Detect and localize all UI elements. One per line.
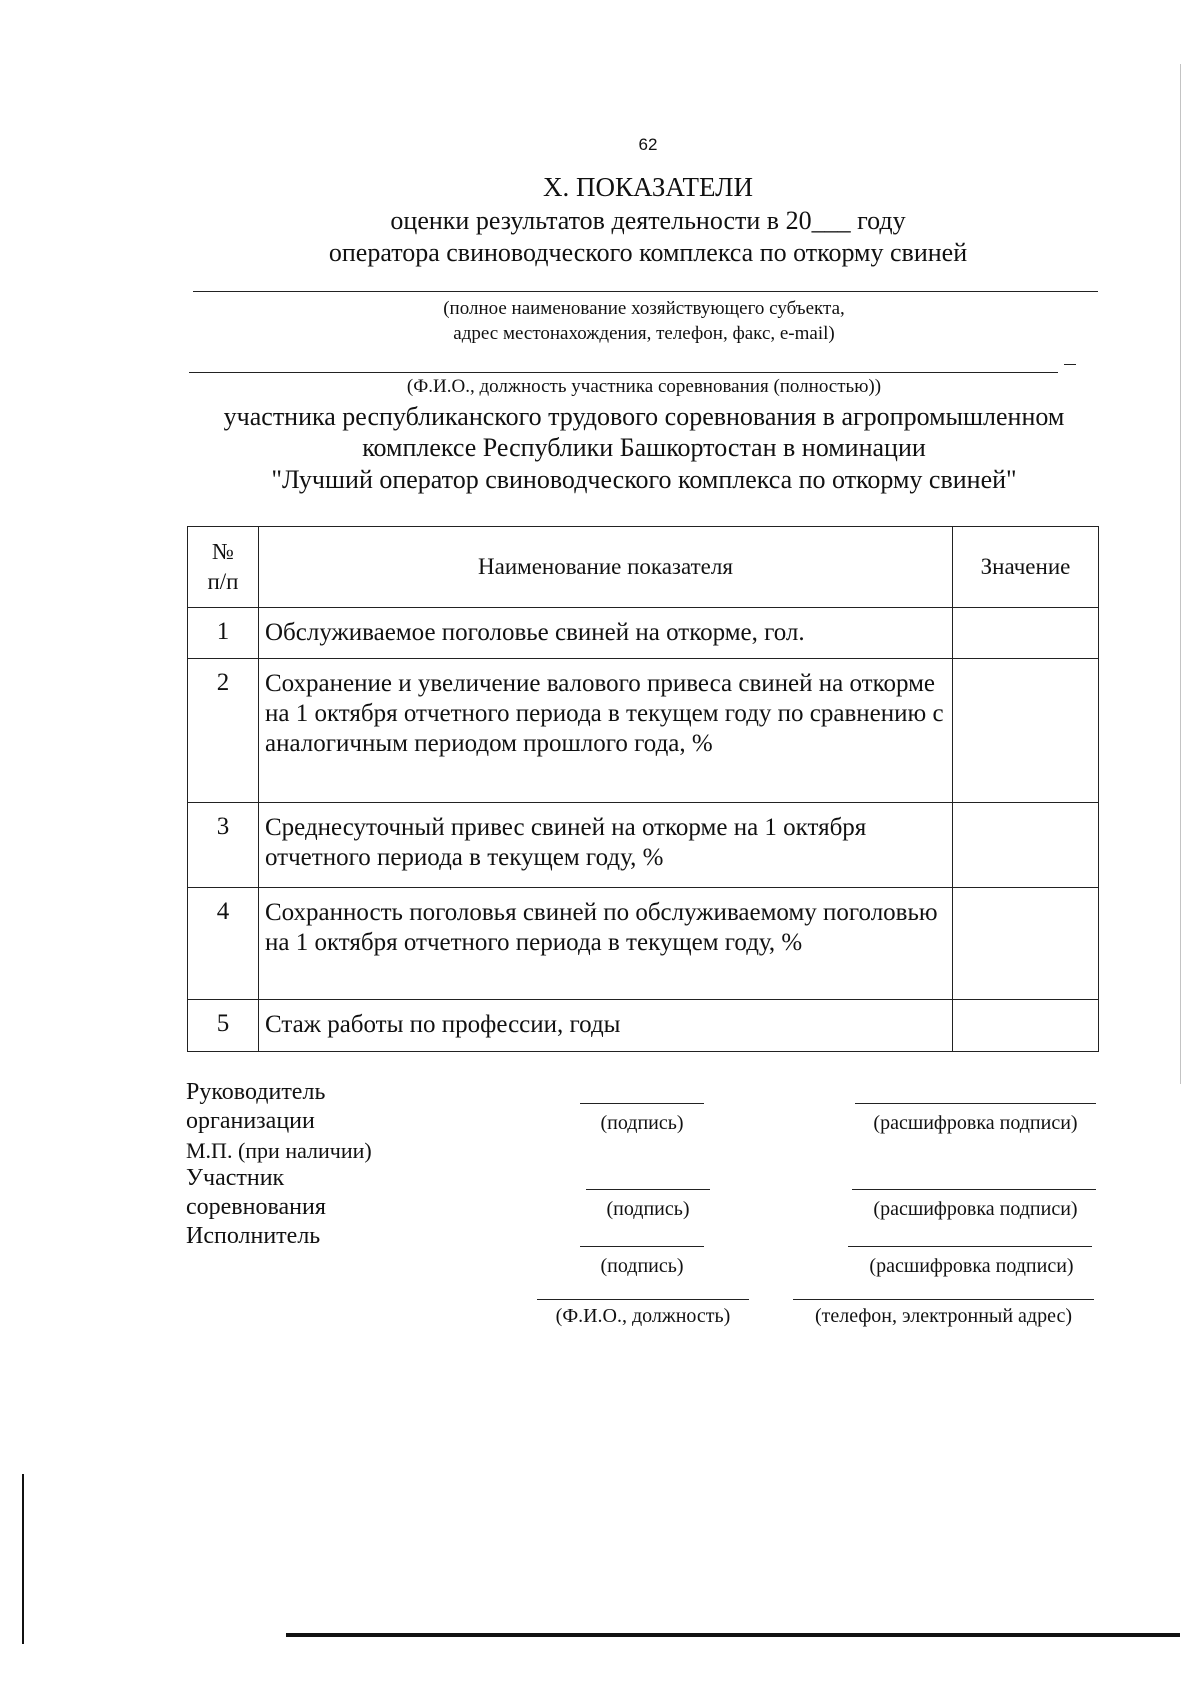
executor-signature-line[interactable] <box>580 1246 704 1247</box>
table-row <box>188 1000 1099 1052</box>
head-decode-caption: (расшифровка подписи) <box>873 1112 1078 1134</box>
nomination-line-1: участника республиканского трудового соревнования в агропромышленном <box>223 402 1065 431</box>
executor-decode-line[interactable] <box>848 1246 1092 1247</box>
executor-label: Исполнитель <box>186 1223 321 1249</box>
header-number-abbr: п/п <box>207 569 239 594</box>
indicator-value-cell[interactable] <box>953 888 1099 1000</box>
entity-caption-line-1: (полное наименование хозяйствующего субъекта, <box>443 298 845 319</box>
document-title: X. ПОКАЗАТЕЛИ <box>543 172 753 202</box>
title-line-2: оператора свиноводческого комплекса по откорму свиней <box>328 238 968 267</box>
entity-caption-line-2: адрес местонахождения, телефон, факс, e-mail) <box>453 323 835 344</box>
participant-signature-line[interactable] <box>586 1189 710 1190</box>
header-number <box>188 527 259 608</box>
participant-label-line-1: Участник <box>186 1165 285 1191</box>
table-header-row <box>188 527 1099 608</box>
executor-name-position-caption: (Ф.И.О., должность) <box>555 1305 731 1327</box>
title-line-1: оценки результатов деятельности в 20___ году <box>390 206 906 235</box>
participant-decode-line[interactable] <box>852 1189 1096 1190</box>
head-label-line-1: Руководитель <box>186 1079 326 1105</box>
head-signature-caption: (подпись) <box>600 1112 684 1134</box>
indicator-name: Сохранность поголовья свиней по обслуживаемому поголовью на 1 октября отчетного периода в текущем году, % <box>259 888 953 1000</box>
row-number: 1 <box>188 608 259 659</box>
executor-contact-line[interactable] <box>793 1299 1094 1300</box>
indicator-name: Стаж работы по профессии, годы <box>259 1000 953 1052</box>
nomination-line-3: "Лучший оператор свиноводческого комплекса по откорму свиней" <box>271 465 1017 494</box>
head-label-line-2: организации <box>186 1108 315 1134</box>
indicator-name: Сохранение и увеличение валового привеса свиней на откорме на 1 октября отчетного периода в текущем году по сравнению с аналогичным периодом прошлого года, % <box>259 659 953 803</box>
indicator-value-cell[interactable] <box>953 608 1099 659</box>
entity-name-line <box>193 291 1098 292</box>
participant-line-dash <box>1064 364 1076 365</box>
row-number: 2 <box>188 659 259 803</box>
page-number: 62 <box>638 135 658 154</box>
indicators-table <box>187 526 1099 1052</box>
participant-caption: (Ф.И.О., должность участника соревнования (полностью)) <box>406 376 882 397</box>
participant-label-line-2: соревнования <box>186 1194 326 1220</box>
executor-name-position-line[interactable] <box>537 1299 749 1300</box>
indicator-name: Среднесуточный привес свиней на откорме на 1 октября отчетного периода в текущем году, % <box>259 803 953 888</box>
table-row <box>188 608 1099 659</box>
scan-edge-right <box>1180 64 1181 1084</box>
indicator-value-cell[interactable] <box>953 1000 1099 1052</box>
stamp-label: М.П. (при наличии) <box>186 1138 372 1163</box>
table-row <box>188 803 1099 888</box>
executor-decode-caption: (расшифровка подписи) <box>869 1255 1074 1277</box>
row-number: 5 <box>188 1000 259 1052</box>
scan-edge-bottom <box>286 1633 1180 1637</box>
header-value: Значение <box>953 527 1099 608</box>
header-indicator-name: Наименование показателя <box>259 527 953 608</box>
table-row <box>188 659 1099 803</box>
row-number: 4 <box>188 888 259 1000</box>
indicator-value-cell[interactable] <box>953 659 1099 803</box>
participant-decode-caption: (расшифровка подписи) <box>873 1198 1078 1220</box>
participant-name-line <box>189 372 1058 373</box>
indicator-value-cell[interactable] <box>953 803 1099 888</box>
header-number-symbol: № <box>212 539 234 564</box>
executor-signature-caption: (подпись) <box>600 1255 684 1277</box>
head-signature-line[interactable] <box>580 1103 704 1104</box>
executor-contact-caption: (телефон, электронный адрес) <box>814 1305 1073 1327</box>
table-row <box>188 888 1099 1000</box>
row-number: 3 <box>188 803 259 888</box>
indicator-name: Обслуживаемое поголовье свиней на откорме, гол. <box>259 608 953 659</box>
participant-signature-caption: (подпись) <box>606 1198 690 1220</box>
head-decode-line[interactable] <box>855 1103 1096 1104</box>
scan-edge-left <box>22 1474 24 1644</box>
nomination-line-2: комплексе Республики Башкортостан в номинации <box>362 433 926 462</box>
